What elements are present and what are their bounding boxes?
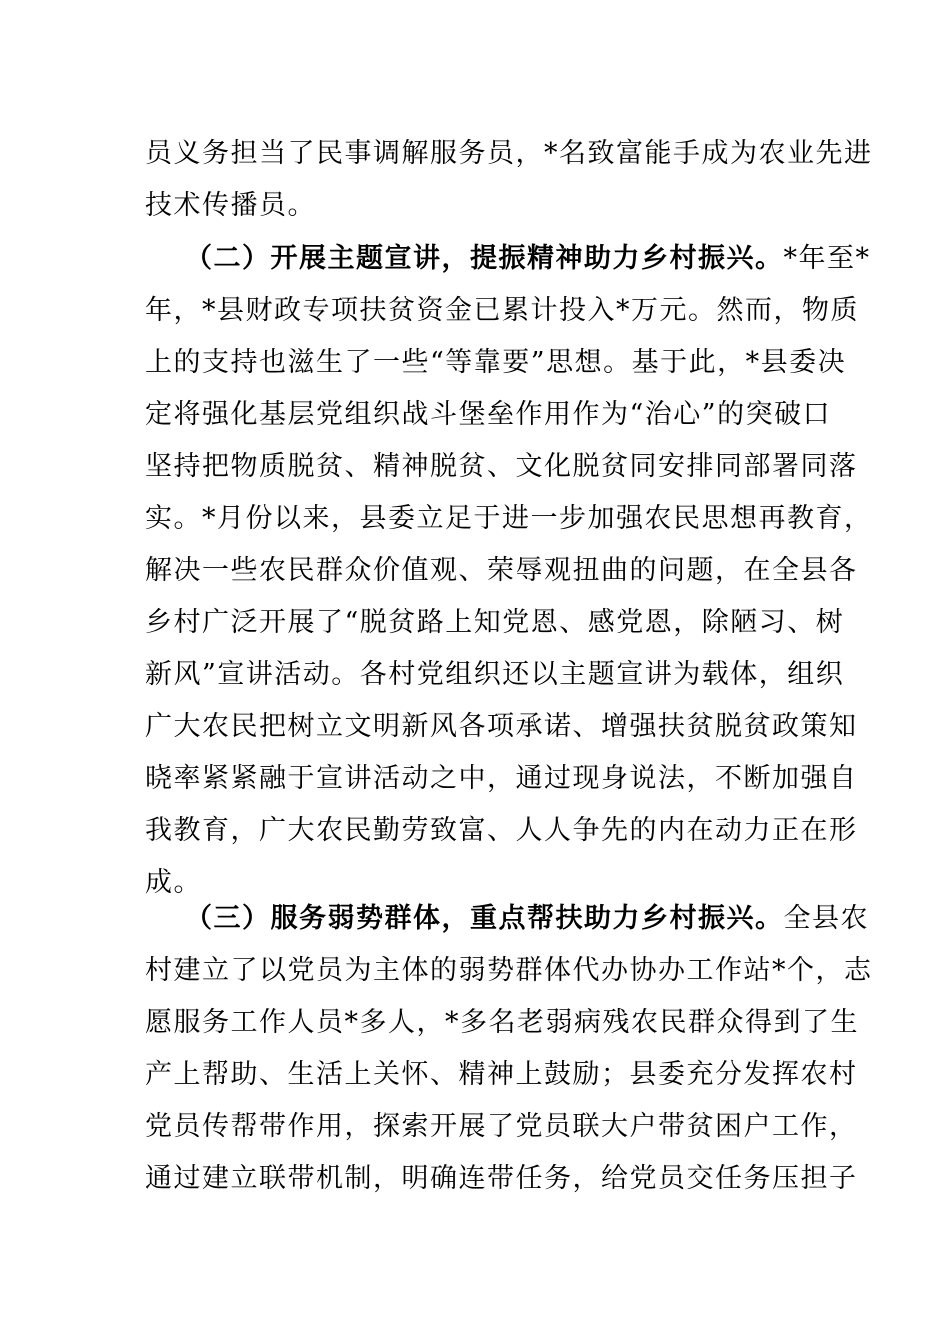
text-line: 晓率紧紧融于宣讲活动之中，通过现身说法，不断加强自 xyxy=(145,763,858,794)
text-line: 产上帮助、生活上关怀、精神上鼓励；县委充分发挥农村 xyxy=(145,1059,858,1090)
text-line: 解决一些农民群众价值观、荣辱观扭曲的问题，在全县各 xyxy=(145,555,858,586)
section-heading-line xyxy=(145,893,869,945)
section-heading-3: （三）服务弱势群体，重点帮扶助力乡村振兴。 xyxy=(185,903,784,934)
text-run: 全县农 xyxy=(783,903,869,934)
text-line: 党员传帮带作用，探索开展了党员联大户带贫困户工作， xyxy=(145,1111,858,1142)
text-line: 通过建立联带机制，明确连带任务，给党员交任务压担子 xyxy=(145,1163,858,1194)
text-line: 上的支持也滋生了一些“等靠要”思想。基于此，*县委决 xyxy=(145,347,847,378)
paragraph-continuation xyxy=(145,128,873,232)
text-line: 员义务担当了民事调解服务员，*名致富能手成为农业先进 xyxy=(145,138,873,169)
text-line: 愿服务工作人员*多人，*多名老弱病残农民群众得到了生 xyxy=(145,1007,859,1038)
paragraph-section-3 xyxy=(145,893,873,1205)
text-line: 实。*月份以来，县委立足于进一步加强农民思想再教育， xyxy=(145,503,873,534)
section-heading-2: （二）开展主题宣讲，提振精神助力乡村振兴。 xyxy=(185,243,784,274)
section-heading-line xyxy=(145,233,871,285)
text-line: 坚持把物质脱贫、精神脱贫、文化脱贫同安排同部署同落 xyxy=(145,451,858,482)
text-line: 新风”宣讲活动。各村党组织还以主题宣讲为载体，组织 xyxy=(145,659,845,690)
text-line: 广大农民把树立文明新风各项承诺、增强扶贫脱贫政策知 xyxy=(145,711,858,742)
text-line: 我教育，广大农民勤劳致富、人人争先的内在动力正在形 xyxy=(145,815,858,846)
paragraph-section-2 xyxy=(145,233,873,909)
text-line: 技术传播员。 xyxy=(145,190,316,221)
text-run: *年至* xyxy=(783,243,871,274)
text-line: 乡村广泛开展了“脱贫路上知党恩、感党恩，除陋习、树 xyxy=(145,607,845,638)
text-line: 村建立了以党员为主体的弱势群体代办协办工作站*个，志 xyxy=(145,955,873,986)
text-line: 年，*县财政专项扶贫资金已累计投入*万元。然而，物质 xyxy=(145,295,859,326)
text-line: 定将强化基层党组织战斗堡垒作用作为“治心”的突破口 xyxy=(145,399,832,430)
text-line: 成。 xyxy=(145,867,202,898)
